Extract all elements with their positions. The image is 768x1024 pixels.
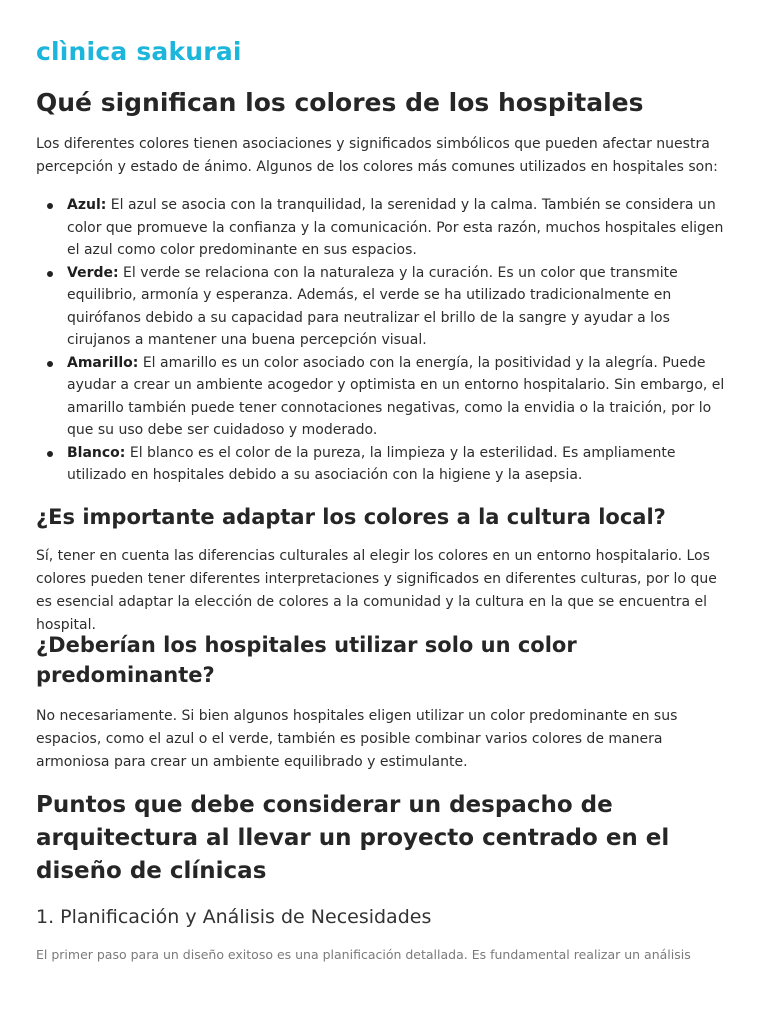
- site-logo[interactable]: clìnica sakurai: [36, 37, 242, 66]
- points-paragraph: El primer paso para un diseño exitoso es una planificación detallada. Es fundamental realizar un análisis: [36, 947, 691, 962]
- colors-list: [36, 194, 736, 487]
- list-item-text: El blanco es el color de la pureza, la limpieza y la esterilidad. Es ampliamente utilizado en hospitales debido a su asociación con la higiene y la asepsia.: [67, 444, 676, 483]
- list-item-term: Blanco:: [67, 444, 126, 461]
- culture-paragraph: Sí, tener en cuenta las diferencias culturales al elegir los colores en un entorno hospitalario. Los colores pueden tener diferentes interpretaciones y significados en diferentes culturas, por lo que es esencial adaptar la elección de colores a la comunidad y la cultura en la que se encuentra el hospital.: [36, 548, 717, 633]
- bullet-icon: [47, 203, 53, 209]
- bullet-icon: [47, 451, 53, 457]
- points-subheading: 1. Planificación y Análisis de Necesidades: [36, 906, 432, 928]
- single-color-heading: ¿Deberían los hospitales utilizar solo un color predominante?: [36, 633, 577, 687]
- bullet-icon: [47, 361, 53, 367]
- list-item-text: El verde se relaciona con la naturaleza y la curación. Es un color que transmite equilibrio, armonía y esperanza. Además, el verde se ha utilizado tradicionalmente en quirófanos debido a su capacidad para neutralizar el brillo de la sangre y ayudar a los cirujanos a mantener una buena percepción visual.: [67, 264, 678, 348]
- culture-heading: ¿Es importante adaptar los colores a la cultura local?: [36, 505, 666, 529]
- list-item-text: El amarillo es un color asociado con la energía, la positividad y la alegría. Puede ayudar a crear un ambiente acogedor y optimista en un entorno hospitalario. Sin embargo, el amarillo también puede tener connotaciones negativas, como la envidia o la traición, por lo que su uso debe ser cuidadoso y moderado.: [67, 354, 725, 438]
- list-item-amarillo: [36, 352, 736, 442]
- list-item-term: Amarillo:: [67, 354, 139, 371]
- list-item-term: Azul:: [67, 197, 107, 213]
- list-item-verde: [36, 262, 736, 352]
- points-heading: Puntos que debe considerar un despacho de arquitectura al llevar un proyecto centrado en el diseño de clínicas: [36, 792, 670, 884]
- list-item-azul: [36, 194, 736, 262]
- list-item-term: Verde:: [67, 264, 119, 281]
- bullet-icon: [47, 271, 53, 277]
- list-item-blanco: [36, 442, 736, 487]
- list-item-text: El azul se asocia con la tranquilidad, la serenidad y la calma. También se considera un color que promueve la confianza y la comunicación. Por esta razón, muchos hospitales eligen el azul como color predominante en sus espacios.: [67, 197, 724, 258]
- page-title: Qué significan los colores de los hospitales: [36, 88, 644, 117]
- single-color-paragraph: No necesariamente. Si bien algunos hospitales eligen utilizar un color predominante en sus espacios, como el azul o el verde, también es posible combinar varios colores de manera armoniosa para crear un ambiente equilibrado y estimulante.: [36, 708, 678, 770]
- intro-paragraph: Los diferentes colores tienen asociaciones y significados simbólicos que pueden afectar nuestra percepción y estado de ánimo. Algunos de los colores más comunes utilizados en hospitales son:: [36, 136, 718, 175]
